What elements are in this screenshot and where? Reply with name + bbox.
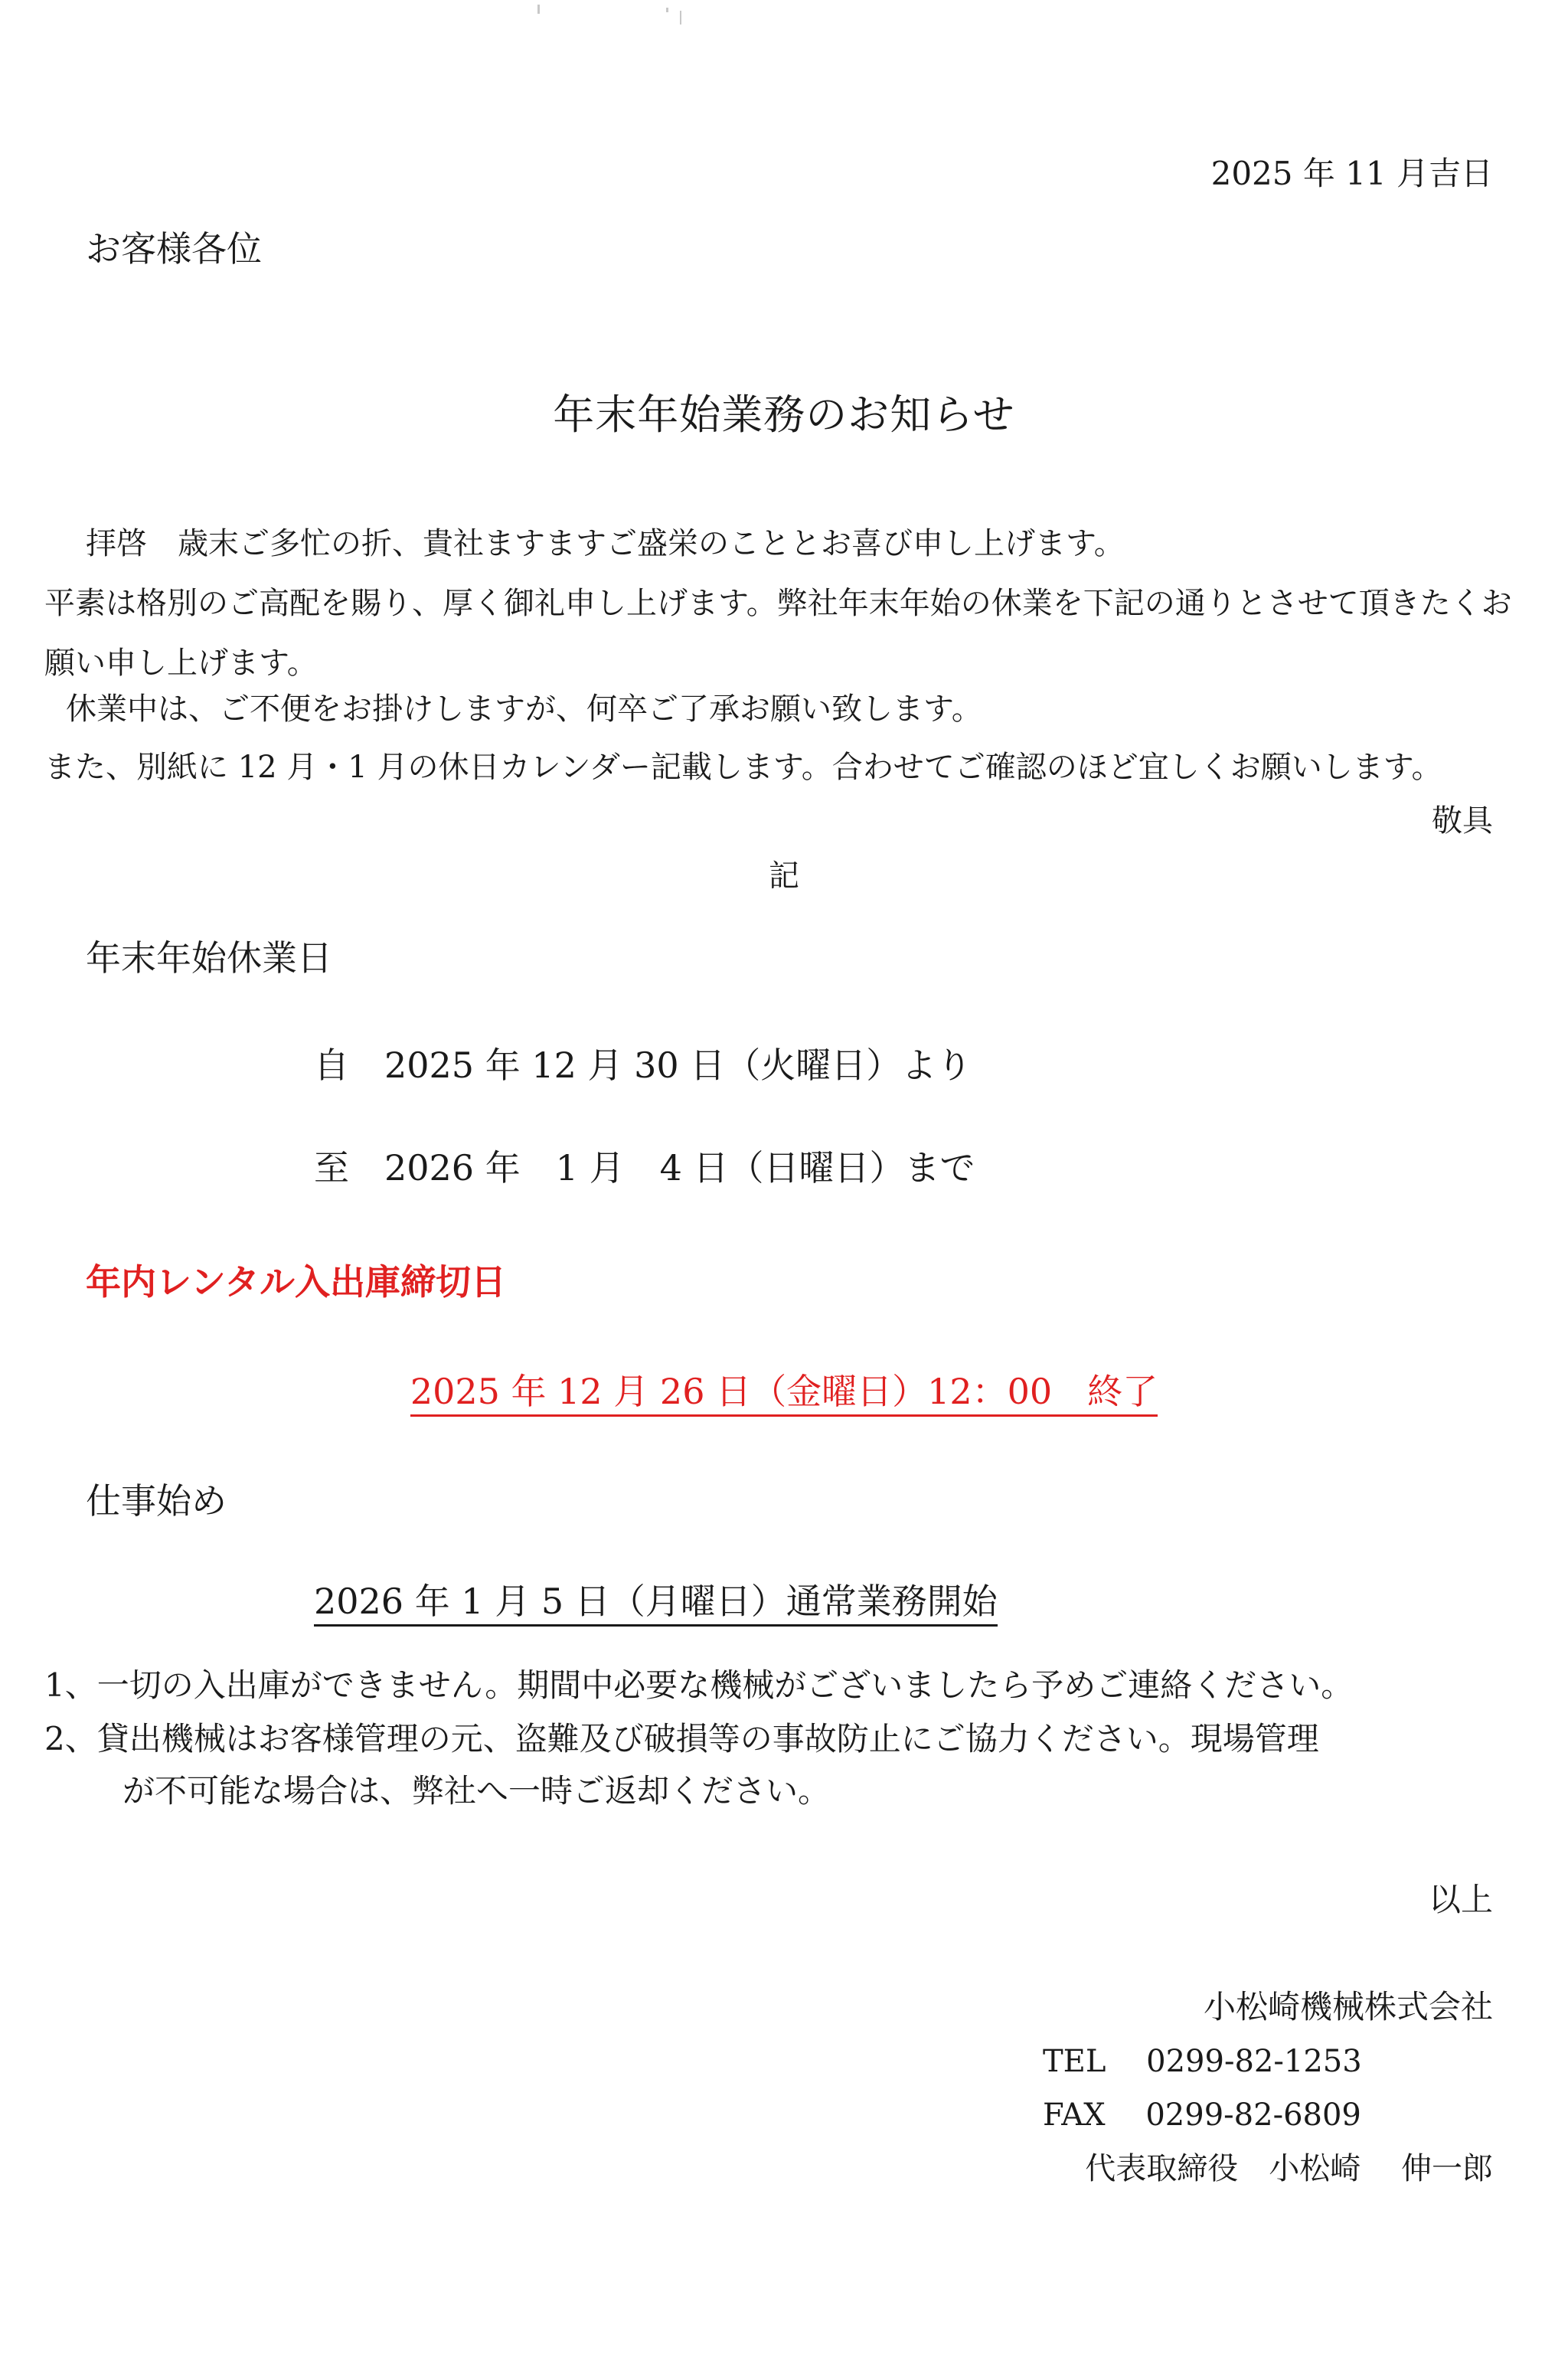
holiday-from: 自 2025 年 12 月 30 日（火曜日）より [314, 1045, 972, 1086]
work-start-date [314, 1581, 998, 1622]
scan-speck [680, 11, 681, 25]
ki-marker: 記 [769, 858, 799, 894]
note-1: 1、一切の入出庫ができません。期間中必要な機械がございましたら予めご連絡ください。 [44, 1666, 1354, 1704]
holiday-to: 至 2026 年 1 月 4 日（日曜日）まで [314, 1147, 975, 1189]
issue-date: 2025 年 11 月吉日 [1210, 155, 1493, 192]
rental-deadline-date [0, 1371, 1568, 1412]
scan-speck [666, 8, 668, 12]
body-paragraph-2-cont: 願い申し上げます。 [44, 646, 318, 681]
body-paragraph-2: 平素は格別のご高配を賜り、厚く御礼申し上げます。弊社年末年始の休業を下記の通りとさせて頂きたくお [44, 586, 1512, 621]
company-tel: TEL 0299-82-1253 [1043, 2044, 1362, 2079]
note-2-cont: が不可能な場合は、弊社へ一時ご返却ください。 [122, 1772, 831, 1810]
holiday-heading: 年末年始休業日 [86, 937, 332, 979]
scan-speck [537, 5, 540, 14]
note-2: 2、貸出機械はお客様管理の元、盗難及び破損等の事故防止にご協力ください。現場管理 [44, 1720, 1319, 1757]
work-start-heading: 仕事始め [86, 1480, 227, 1522]
rental-deadline-heading: 年内レンタル入出庫締切日 [86, 1261, 507, 1303]
rental-deadline-text: 2025 年 12 月 26 日（金曜日）12：00 終了 [410, 1371, 1158, 1417]
company-fax: FAX 0299-82-6809 [1043, 2098, 1361, 2133]
closing-keigu: 敬具 [1432, 803, 1493, 839]
body-paragraph-3: 休業中は、ご不便をお掛けしますが、何卒ご了承お願い致します。 [66, 692, 982, 727]
addressee: お客様各位 [86, 228, 262, 270]
work-start-text: 2026 年 1 月 5 日（月曜日）通常業務開始 [314, 1581, 998, 1627]
body-paragraph-1: 拝啓 歳末ご多忙の折、貴社ますますご盛栄のこととお喜び申し上げます。 [86, 526, 1125, 561]
body-paragraph-4: また、別紙に 12 月・1 月の休日カレンダー記載します。合わせてご確認のほど宜しくお願いします。 [44, 750, 1442, 785]
ijo-end-mark: 以上 [1428, 1881, 1493, 1918]
page-title: 年末年始業務のお知らせ [553, 391, 1015, 439]
company-representative: 代表取締役 小松崎 伸一郎 [1085, 2151, 1493, 2186]
company-name: 小松崎機械株式会社 [1203, 1988, 1493, 2026]
